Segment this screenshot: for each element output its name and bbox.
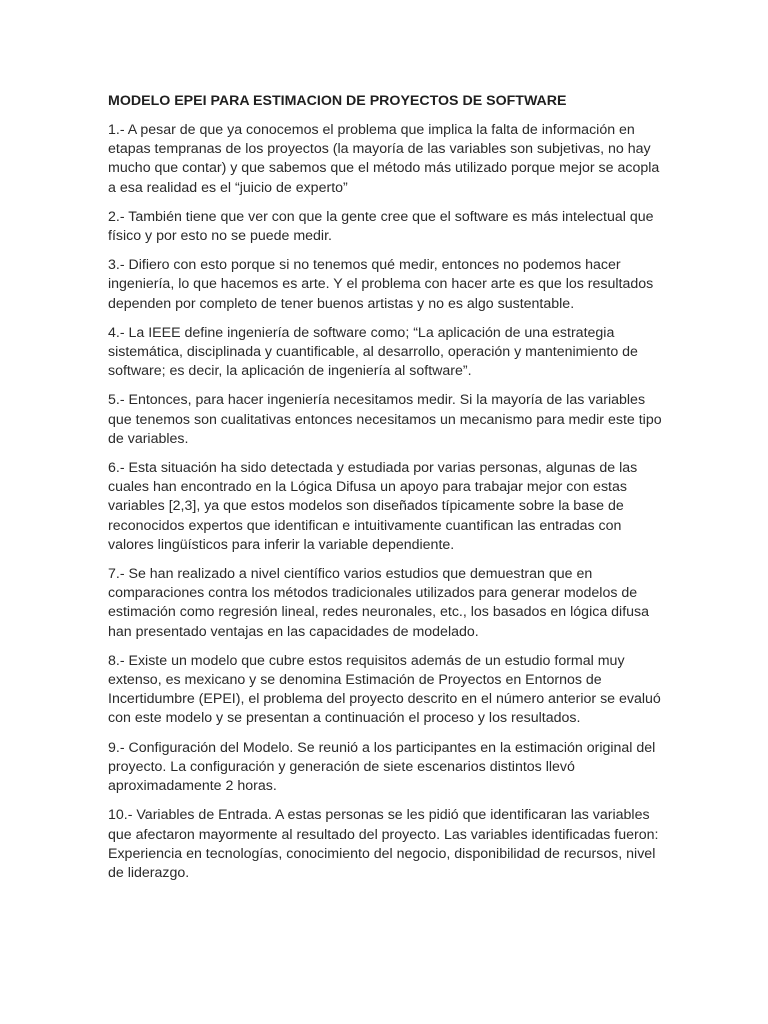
paragraph-8: 8.- Existe un modelo que cubre estos requisitos además de un estudio formal muy extenso, es mexicano y se denomina Estimación de Proyectos en Entornos de Incertidumbre (EPEI), el problema del proyecto descrito en el número anterior se evaluó con este modelo y se presentan a continuación el proceso y los resultados. — [108, 652, 661, 727]
paragraph-9: 9.- Configuración del Modelo. Se reunió a los participantes en la estimación original del proyecto. La configuración y generación de siete escenarios distintos llevó aproximadamente 2 horas. — [108, 739, 656, 795]
paragraph-5: 5.- Entonces, para hacer ingeniería necesitamos medir. Si la mayoría de las variables que tenemos son cualitativas entonces necesitamos un mecanismo para medir este tipo de variables. — [108, 392, 662, 447]
document-page — [108, 92, 668, 893]
paragraph-2: 2.- También tiene que ver con que la gente cree que el software es más intelectual que físico y por esto no se puede medir. — [108, 208, 654, 245]
paragraph-7: 7.- Se han realizado a nivel científico varios estudios que demuestran que en comparaciones contra los métodos tradicionales utilizados para generar modelos de estimación como regresión lineal, redes neuronales, etc., los basados en lógica difusa han presentado ventajas en las capacidades de modelado. — [108, 566, 650, 640]
paragraph-4: 4.- La IEEE define ingeniería de software como; “La aplicación de una estrategia sistemática, disciplinada y cuantificable, al desarrollo, operación y mantenimiento de software; es decir, la aplicación de ingeniería al software”. — [108, 324, 638, 380]
paragraph-10: 10.- Variables de Entrada. A estas personas se les pidió que identificaran las variables que afectaron mayormente al resultado del proyecto. Las variables identificadas fueron: Experiencia en tecnologías, conocimiento del negocio, disponibilidad de recursos, nivel de liderazgo. — [108, 807, 659, 881]
paragraph-6: 6.- Esta situación ha sido detectada y estudiada por varias personas, algunas de las cuales han encontrado en la Lógica Difusa un apoyo para trabajar mejor con estas variables [2,3], ya que estos modelos son diseñados típicamente sobre la base de reconocidos expertos que identifican e intuitivamente cuantifican las entradas con valores lingüísticos para inferir la variable dependiente. — [108, 460, 638, 553]
paragraph-3: 3.- Difiero con esto porque si no tenemos qué medir, entonces no podemos hacer ingeniería, lo que hacemos es arte. Y el problema con hacer arte es que los resultados dependen por completo de tener buenos artistas y no es algo sustentable. — [108, 257, 654, 312]
document-title: MODELO EPEI PARA ESTIMACION DE PROYECTOS DE SOFTWARE — [108, 93, 567, 109]
paragraph-1: 1.- A pesar de que ya conocemos el problema que implica la falta de información en etapas tempranas de los proyectos (la mayoría de las variables son subjetivas, no hay mucho que contar) y que sabemos que el método más utilizado porque mejor se acopla a esa realidad es el “juicio de experto” — [108, 122, 660, 196]
